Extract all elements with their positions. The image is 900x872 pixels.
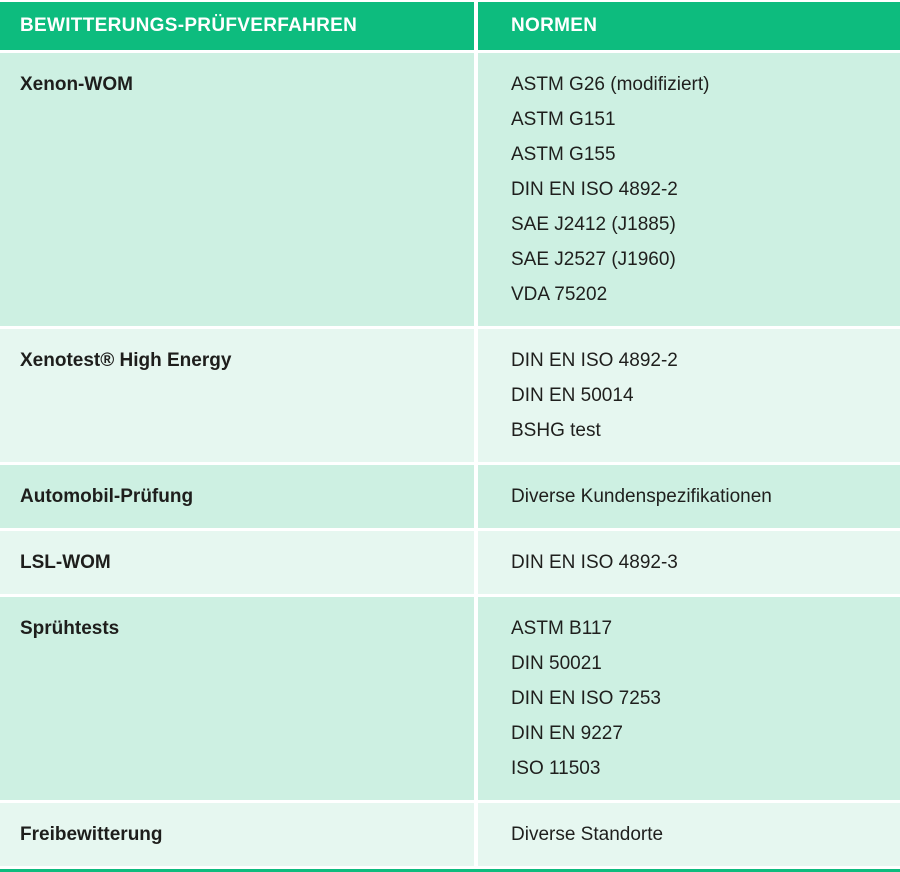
norm-item: DIN 50021: [511, 653, 602, 674]
norm-item: BSHG test: [511, 420, 601, 441]
method-cell: [0, 329, 474, 462]
table-row: [0, 53, 900, 326]
norm-item: ASTM G26 (modifiziert): [511, 74, 710, 95]
norm-item: DIN EN ISO 4892-2: [511, 350, 678, 371]
header-cell-norms: NORMEN: [474, 2, 900, 50]
norm-item: DIN EN 9227: [511, 723, 623, 744]
norms-cell: [474, 53, 900, 326]
norm-item: ISO 11503: [511, 758, 601, 779]
method-cell: [0, 465, 474, 528]
norm-item: DIN EN ISO 4892-3: [511, 552, 678, 573]
norm-item: SAE J2412 (J1885): [511, 214, 676, 235]
method-cell: [0, 597, 474, 800]
method-cell: [0, 803, 474, 866]
method-name: Xenon-WOM: [20, 74, 133, 95]
header-cell-test-methods: BEWITTERUNGS-PRÜFVERFAHREN: [0, 2, 474, 50]
norm-item: Diverse Kundenspezifikationen: [511, 486, 772, 507]
norm-item: DIN EN 50014: [511, 385, 634, 406]
table-row: [0, 531, 900, 594]
norms-cell: [474, 597, 900, 800]
norms-cell: [474, 465, 900, 528]
method-name: Freibewitterung: [20, 824, 163, 845]
norm-item: Diverse Standorte: [511, 824, 664, 845]
norms-cell: [474, 531, 900, 594]
method-name: Automobil-Prüfung: [20, 486, 194, 507]
norm-item: DIN EN ISO 4892-2: [511, 179, 678, 200]
norm-item: DIN EN ISO 7253: [511, 688, 661, 709]
method-cell: [0, 53, 474, 326]
norms-cell: [474, 803, 900, 866]
table-row: [0, 597, 900, 800]
table-row: [0, 465, 900, 528]
table-row: [0, 329, 900, 462]
method-name: LSL-WOM: [20, 552, 111, 573]
method-cell: [0, 531, 474, 594]
norm-item: ASTM G155: [511, 144, 616, 165]
norms-cell: [474, 329, 900, 462]
norm-item: VDA 75202: [511, 284, 608, 305]
norm-item: ASTM G151: [511, 109, 616, 130]
table-row: [0, 803, 900, 866]
table-header-row: [0, 2, 900, 50]
norm-item: SAE J2527 (J1960): [511, 249, 676, 270]
method-name: Xenotest® High Energy: [20, 350, 232, 371]
method-name: Sprühtests: [20, 618, 120, 639]
norm-item: ASTM B117: [511, 618, 613, 639]
